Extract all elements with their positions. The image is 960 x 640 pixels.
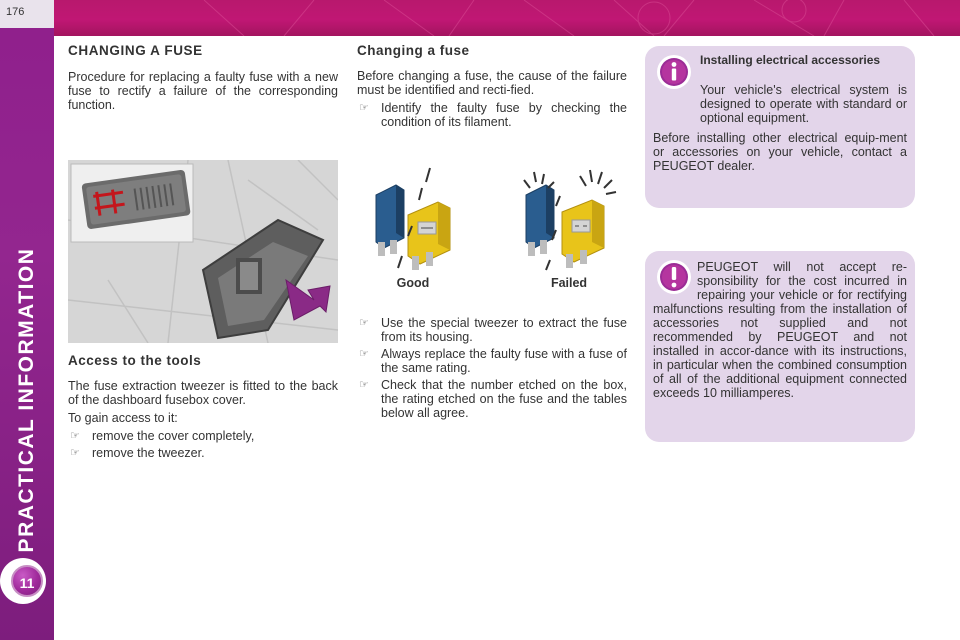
intro-paragraph: Procedure for replacing a faulty fuse with a new fuse to rectify a failure of the corresponding function. (68, 70, 338, 112)
list-item-text: Use the special tweezer to extract the fuse from its housing. (381, 316, 627, 344)
access-lead: To gain access to it: (68, 411, 178, 425)
list-item (357, 347, 627, 375)
warning-panel (645, 251, 915, 442)
page-number: 176 (6, 6, 25, 18)
fuse-failed-caption: Failed (550, 276, 588, 290)
fusebox-illustration (68, 160, 338, 343)
list-item-text: Check that the number etched on the box, the rating etched on the fuse and the tables below all agree. (381, 378, 627, 420)
list-item-text: Identify the faulty fuse by checking the condition of its filament. (381, 101, 627, 129)
fuse-comparison-illustration (356, 160, 628, 290)
info-panel-title: Installing electrical accessories (700, 53, 881, 67)
banner-pattern (54, 0, 960, 36)
pointing-hand-icon: ☞ (359, 102, 369, 114)
warning-panel-body (653, 260, 907, 400)
access-tools-section (68, 354, 338, 463)
pointing-hand-icon: ☞ (70, 447, 80, 459)
info-panel-paragraph: Your vehicle's electrical system is designed to operate with standard or optional equipment. (700, 83, 907, 125)
warning-icon-spacer (653, 260, 697, 302)
pointing-hand-icon: ☞ (70, 430, 80, 442)
list-item (357, 378, 627, 420)
chapter-title: PRACTICAL INFORMATION (15, 247, 38, 553)
access-paragraph: The fuse extraction tweezer is fitted to the back of the dashboard fusebox cover. (68, 379, 338, 407)
list-item-text: Always replace the faulty fuse with a fuse of the same rating. (381, 347, 627, 375)
list-item (68, 429, 338, 443)
list-item (68, 446, 338, 460)
list-item-text: remove the tweezer. (92, 446, 205, 460)
pointing-hand-icon: ☞ (359, 379, 369, 391)
info-panel-body (653, 83, 907, 179)
info-panel (645, 46, 915, 208)
section-heading: Changing a fuse (357, 43, 470, 58)
list-item-text: remove the cover completely, (92, 429, 255, 443)
failed-fuse-illustration (524, 170, 616, 270)
list-item (357, 101, 627, 129)
page-number-box (0, 0, 54, 28)
list-item (357, 316, 627, 344)
section-heading: CHANGING A FUSE (68, 43, 203, 58)
fuse-replacement-steps (357, 316, 627, 423)
warning-panel-text: PEUGEOT will not accept re-sponsibility for the cost incurred in repairing your vehicle or for rectifying malfunctions resulting from the installation of accessories not supplied and not recommended by PEUGEOT and not installed in accor-dance with its instructions, in particular when the combined consumption of all of the additional equipment connected exceeds 10 milliamperes. (653, 260, 907, 400)
chapter-number-badge: 11 (11, 565, 43, 597)
access-heading: Access to the tools (68, 353, 202, 368)
pointing-hand-icon: ☞ (359, 317, 369, 329)
good-fuse-illustration (376, 168, 450, 270)
info-panel-paragraph: Before installing other electrical equip-ment or accessories on your vehicle, contact a PEUGEOT dealer. (653, 131, 907, 173)
pointing-hand-icon: ☞ (359, 348, 369, 360)
column-changing-a-fuse (68, 44, 338, 116)
intro-paragraph: Before changing a fuse, the cause of the failure must be identified and recti-fied. (357, 69, 627, 97)
fuse-good-caption: Good (396, 276, 430, 290)
top-banner (54, 0, 960, 36)
column-changing-fuse-procedure (357, 44, 627, 132)
